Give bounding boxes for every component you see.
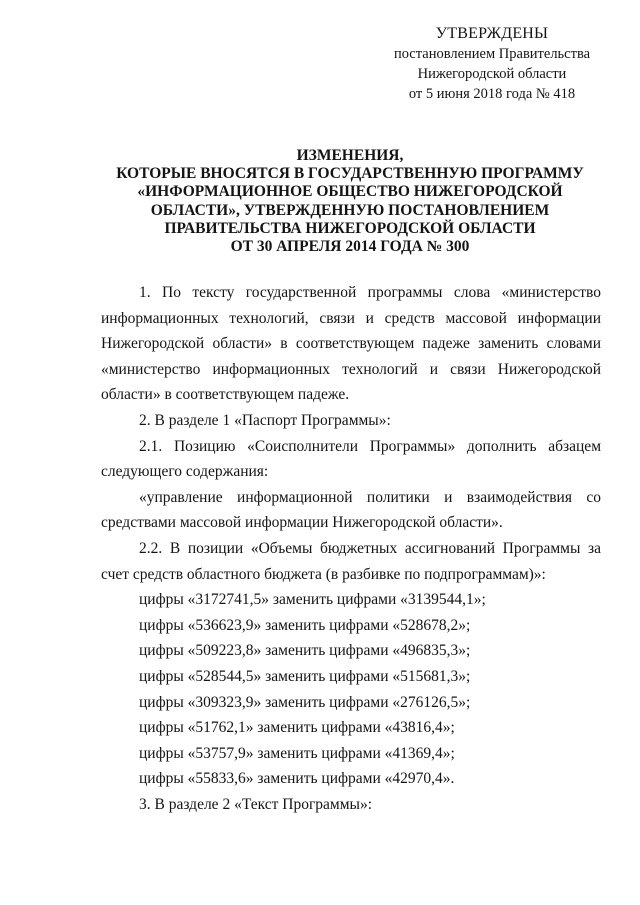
approval-line-2: Нижегородской области [417,66,567,82]
title-line: «ИНФОРМАЦИОННОЕ ОБЩЕСТВО НИЖЕГОРОДСКОЙ [137,183,563,201]
paragraph-2: 2. В разделе 1 «Паспорт Программы»: [139,411,391,429]
approval-line-3: от 5 июня 2018 года № 418 [408,86,576,102]
title-line: КОТОРЫЕ ВНОСЯТСЯ В ГОСУДАРСТВЕННУЮ ПРОГРАММУ [116,165,584,183]
paragraph-3: 3. В разделе 2 «Текст Программы»: [139,795,373,813]
replacement-line: цифры «309323,9» заменить цифрами «276126,5»; [139,693,471,711]
paragraph-1: 1. По тексту государственной программы слова «министерство информационных технологий, связи и средств массовой информации Нижегородской области» в соответствующем падеже заменить словами «министерство информационных технологий и связи Нижегородской области» в соответствующем падеже. [101,284,601,404]
replacement-line: цифры «55833,6» заменить цифрами «42970,4». [139,770,455,788]
paragraph-2-1: 2.1. Позицию «Соисполнители Программы» дополнить абзацем следующего содержания: [101,437,601,481]
paragraph-quote: «управление информационной политики и взаимодействия со средствами массовой информации Нижегородской области». [101,488,601,532]
title-line: ИЗМЕНЕНИЯ, [296,147,404,164]
replacement-line: цифры «509223,8» заменить цифрами «496835,3»; [139,642,471,660]
title-line: ОТ 30 АПРЕЛЯ 2014 ГОДА № 300 [230,238,470,256]
approval-heading: УТВЕРЖДЕНЫ [435,25,549,42]
approval-stamp [392,24,592,104]
replacement-line: цифры «528544,5» заменить цифрами «515681,3»; [139,667,471,685]
replacement-line: цифры «51762,1» заменить цифрами «43816,4»; [139,719,455,737]
approval-line-1: постановлением Правительства [393,46,591,62]
document-title [90,147,610,256]
document-body [101,280,601,817]
title-line: ПРАВИТЕЛЬСТВА НИЖЕГОРОДСКОЙ ОБЛАСТИ [164,219,536,237]
title-line: ОБЛАСТИ», УТВЕРЖДЕННУЮ ПОСТАНОВЛЕНИЕМ [150,201,550,219]
paragraph-2-2: 2.2. В позиции «Объемы бюджетных ассигнований Программы за счет средств областного бюджета (в разбивке по подпрограммам)»: [101,539,601,583]
replacement-line: цифры «536623,9» заменить цифрами «528678,2»; [139,616,471,634]
replacement-line: цифры «3172741,5» заменить цифрами «3139544,1»; [139,591,486,609]
replacement-line: цифры «53757,9» заменить цифрами «41369,4»; [139,744,455,762]
